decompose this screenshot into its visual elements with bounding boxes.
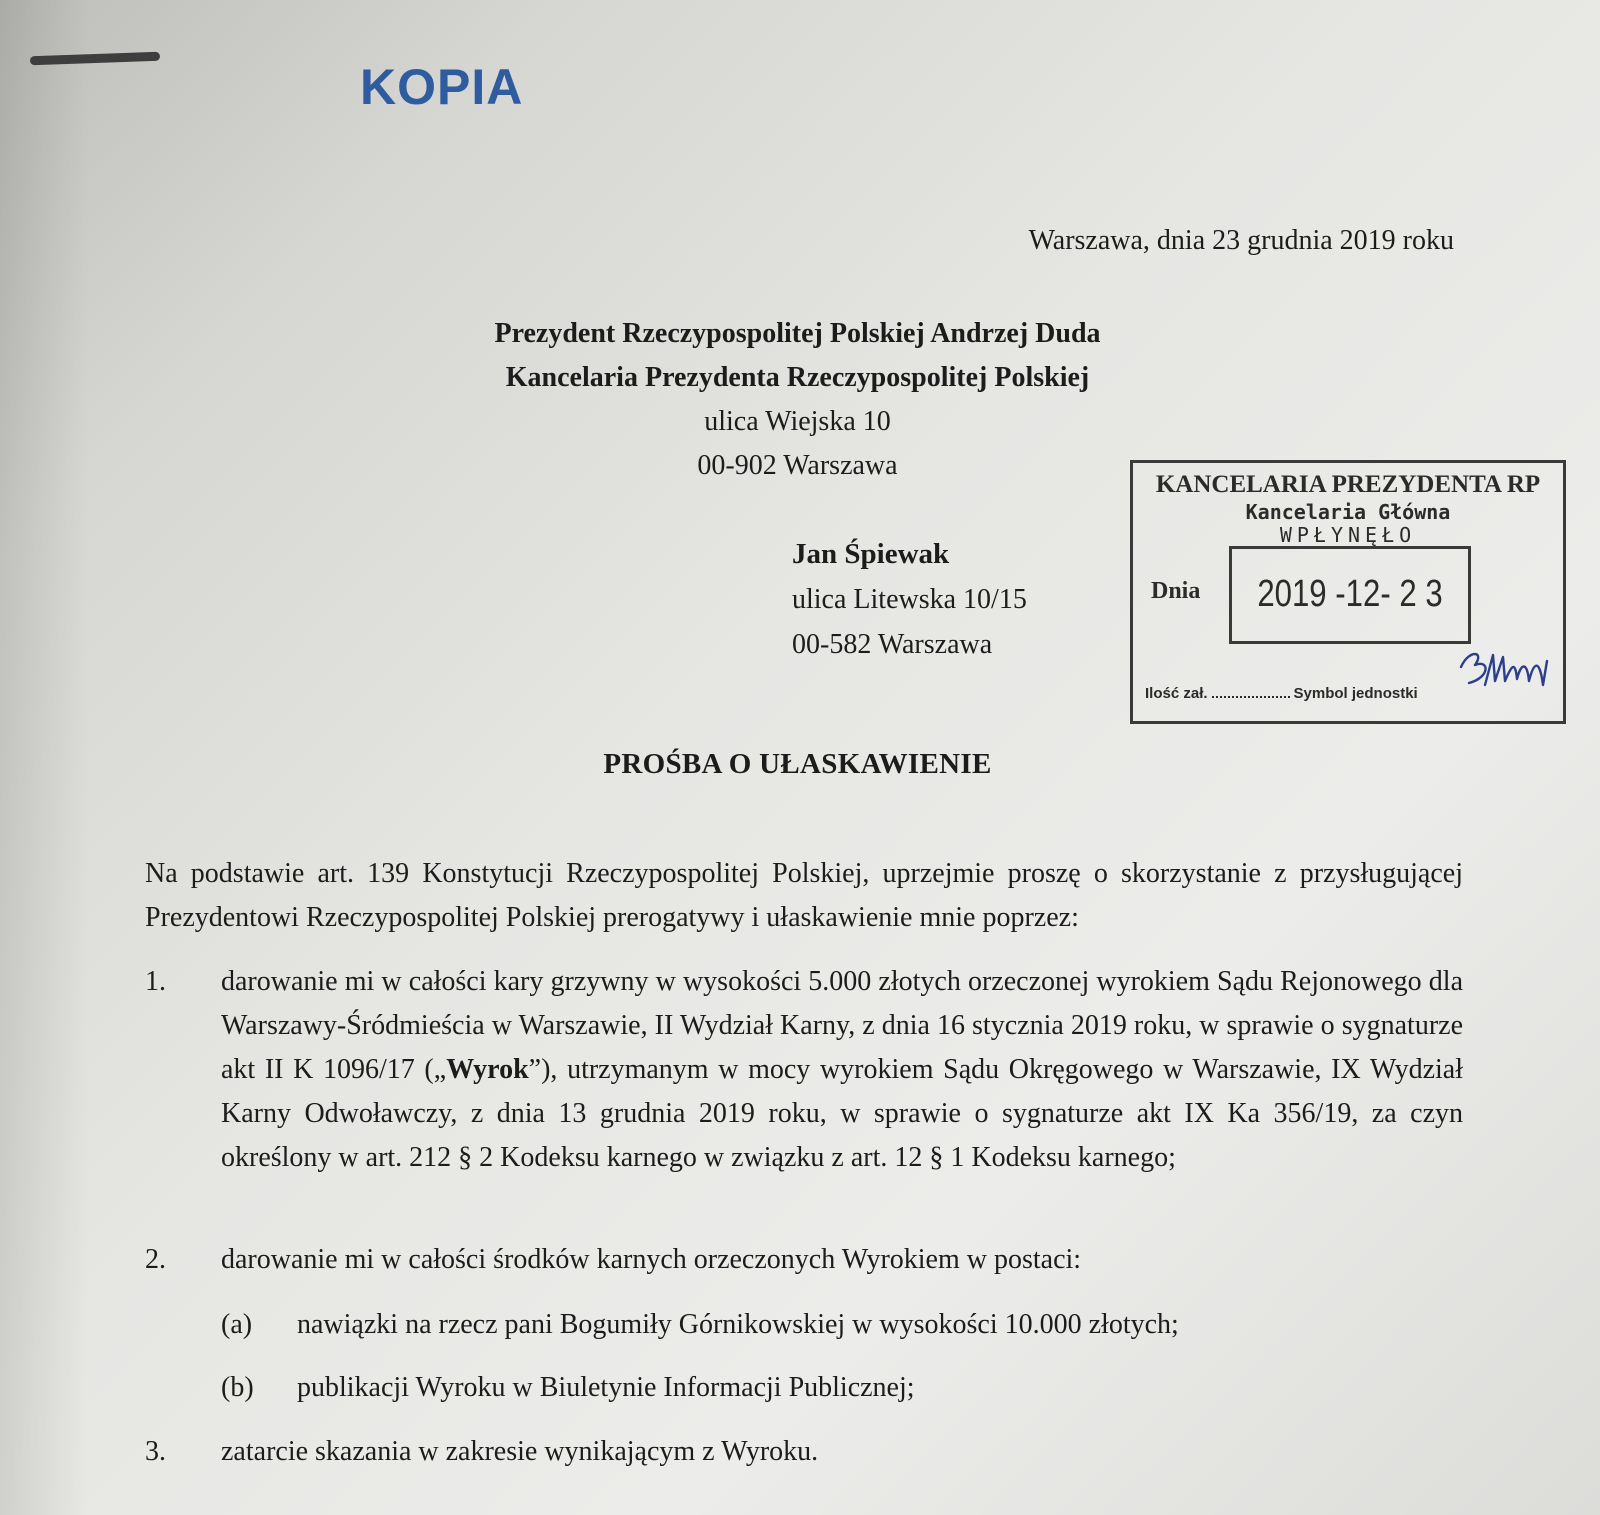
- stamp-received-label: WPŁYNĘŁO: [1279, 523, 1417, 547]
- list-number: 1.: [145, 966, 166, 997]
- stamp-date: 2019 -12- 2 3: [1257, 573, 1443, 615]
- stamp-title: KANCELARIA PREZYDENTA RP: [1155, 471, 1541, 498]
- stamp-attachments-label: Ilość zał.: [1145, 685, 1208, 702]
- stamp-date-box: [1229, 546, 1471, 644]
- received-stamp: [1130, 460, 1566, 724]
- sender-city: 00-582 Warszawa: [792, 629, 993, 660]
- list-number: 2.: [145, 1244, 166, 1275]
- recipient-street: ulica Wiejska 10: [704, 406, 891, 437]
- sender-name: Jan Śpiewak: [792, 538, 950, 570]
- handwritten-signature: [1455, 641, 1555, 701]
- list-text: darowanie mi w całości środków karnych orzeczonych Wyrokiem w postaci:: [221, 1244, 1082, 1275]
- document-title: PROŚBA O UŁASKAWIENIE: [603, 748, 992, 780]
- sub-item-label: (b): [221, 1372, 254, 1403]
- copy-label: KOPIA: [360, 59, 524, 115]
- list-text-part: darowanie mi w całości kary grzywny w wysokości 5.000 złotych orzeczonej wyrokiem Sądu Rejonowego dla Warszawy-Śródmieścia w Warszawie, II Wydział Karny, z dnia 16 stycznia 2019 roku, w sprawie o sygnaturze akt II K 1096/17 („: [221, 966, 1463, 1085]
- sub-item-text: publikacji Wyroku w Biuletynie Informacji Publicznej;: [297, 1372, 915, 1403]
- stamp-date-label: Dnia: [1151, 578, 1201, 604]
- stamp-dotted-line: [1212, 696, 1290, 698]
- stamp-subtitle: Kancelaria Główna: [1245, 500, 1451, 524]
- recipient-city: 00-902 Warszawa: [697, 450, 898, 481]
- recipient-name: Prezydent Rzeczypospolitej Polskiej Andrzej Duda: [494, 318, 1101, 349]
- sub-item-label: (a): [221, 1309, 253, 1340]
- sub-item-text: nawiązki na rzecz pani Bogumiły Górnikowskiej w wysokości 10.000 złotych;: [297, 1309, 1179, 1340]
- list-text: zatarcie skazania w zakresie wynikającym z Wyroku.: [221, 1436, 819, 1467]
- stamp-unit-symbol-label: Symbol jednostki: [1293, 685, 1418, 702]
- sender-street: ulica Litewska 10/15: [792, 584, 1027, 615]
- defined-term-wyrok: Wyrok: [446, 1054, 529, 1085]
- stamp-bottom-line: [1145, 685, 1418, 702]
- intro-paragraph: Na podstawie art. 139 Konstytucji Rzeczypospolitej Polskiej, uprzejmie proszę o skorzystanie z przysługującej Prezydentowi Rzeczypospolitej Polskiej prerogatywy i ułaskawienie mnie poprzez:: [145, 858, 1463, 933]
- place-and-date: Warszawa, dnia 23 grudnia 2019 roku: [1028, 225, 1454, 256]
- list-text-part: ”), utrzymanym w mocy wyrokiem Sądu Okręgowego w Warszawie, IX Wydział Karny Odwoławczy, z dnia 13 grudnia 2019 roku, w sprawie o sygnaturze akt IX Ka 356/19, za czyn określony w art. 212 § 2 Kodeksu karnego w związku z art. 12 § 1 Kodeksu karnego;: [221, 1054, 1464, 1173]
- staple: [30, 52, 160, 66]
- sender-block: [792, 532, 1027, 667]
- recipient-office: Kancelaria Prezydenta Rzeczypospolitej Polskiej: [505, 362, 1090, 393]
- list-text: [221, 960, 1463, 1180]
- list-number: 3.: [145, 1436, 166, 1467]
